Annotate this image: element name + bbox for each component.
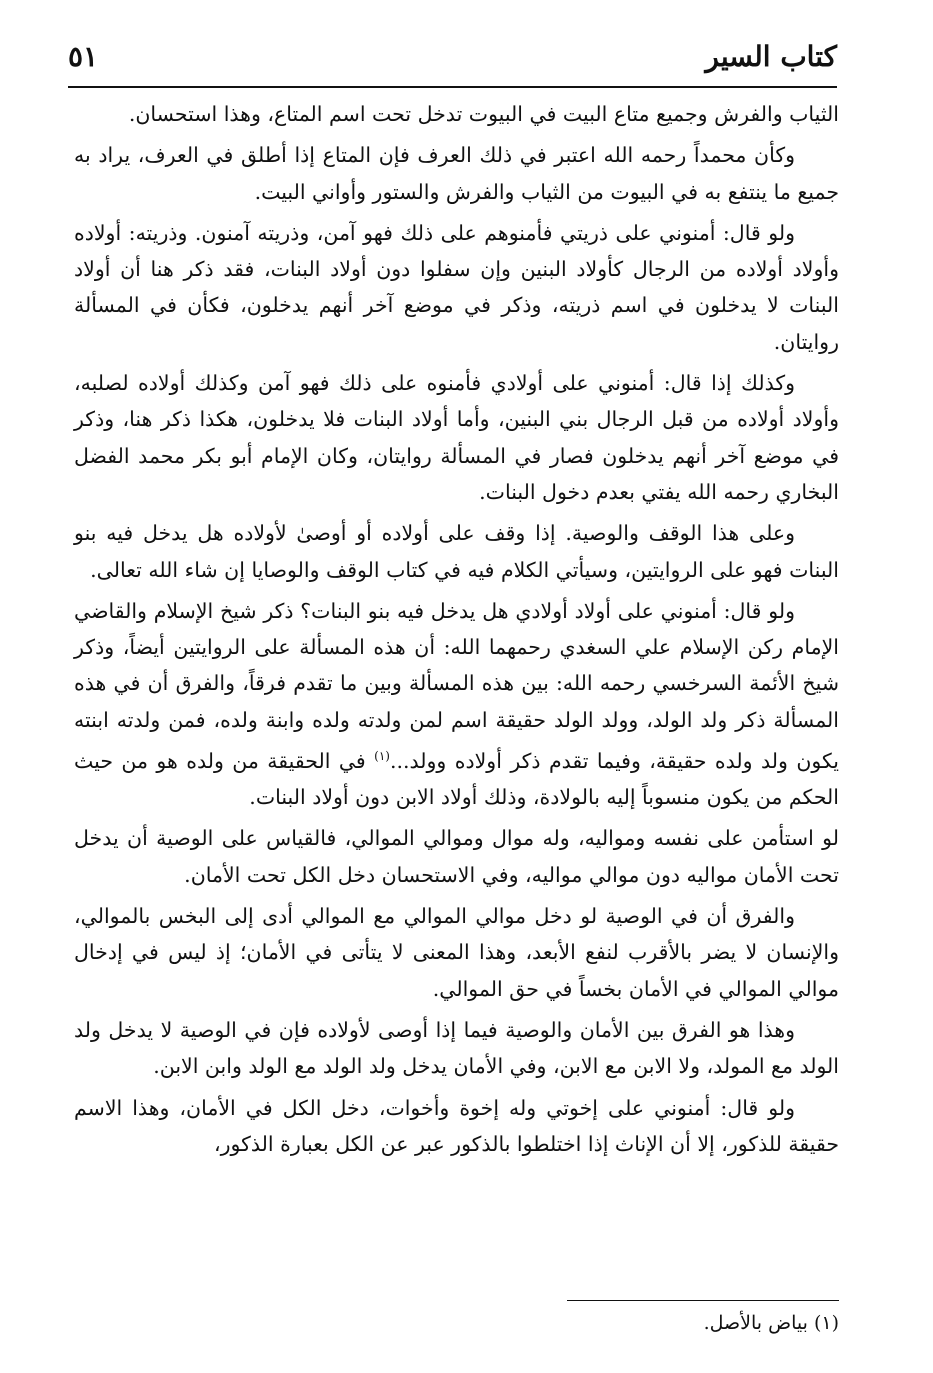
paragraph: الثياب والفرش وجميع متاع البيت في البيوت تدخل تحت اسم المتاع، وهذا استحسان. — [128, 102, 839, 126]
paragraph-text: في الحقيقة من ولده هو من حيث الحكم من يكون منسوباً إليه بالولادة، وذلك أولاد الابن دون أولاد البنات. — [74, 748, 839, 810]
paragraph: وعلى هذا الوقف والوصية. إذا وقف على أولاده أو أوصىٰ لأولاده هل يدخل فيه بنو البنات فهو على الروايتين، وسيأتي الكلام فيه في كتاب الوقف والوصايا إن شاء الله تعالى. — [74, 521, 839, 582]
footnote-rule — [567, 1300, 839, 1301]
page-header — [68, 36, 837, 86]
page-number: ٥١ — [68, 40, 99, 73]
paragraph: وكذلك إذا قال: أمنوني على أولادي فأمنوه على ذلك فهو آمن وكذلك أولاده لصلبه، وأولاد أولاده من قبل الرجال بني البنين، وأما أولاد البنات فلا يدخلون، هكذا ذكر هنا، وذكر في موضع آخر أنهم يدخلون فصار في المسألة روايتان، وكان الإمام أبو بكر محمد الفضل البخاري رحمه الله يفتي بعدم دخول البنات. — [74, 371, 839, 504]
body-text — [74, 96, 839, 1167]
paragraph: والفرق أن في الوصية لو دخل موالي الموالي مع الموالي أدى إلى البخس بالموالي، والإنسان لا يضر بالأقرب لنفع الأبعد، وهذا المعنى لا يتأتى في الأمان؛ إذ ليس في إدخال موالي الموالي في الأمان بخساً في حق الموالي. — [74, 904, 839, 1001]
header-rule — [68, 86, 837, 88]
running-title: كتاب السير — [705, 40, 837, 73]
footnote-text: بياض بالأصل. — [703, 1312, 808, 1334]
footnote-reference: (١) — [374, 749, 390, 764]
paragraph: وهذا هو الفرق بين الأمان والوصية فيما إذا أوصى لأولاده فإن في الوصية لا يدخل ولد الولد مع المولد، ولا الابن مع الابن، وفي الأمان يدخل ولد الولد مع الولد وابن الابن. — [74, 1017, 839, 1079]
paragraph-text: ولو قال: أمنوني على أولاد أولادي هل يدخل فيه بنو البنات؟ ذكر شيخ الإسلام والقاضي الإمام ركن الإسلام علي السغدي رحمهما الله: أن هذه المسألة على الروايتين أيضاً، وذكر شيخ الأئمة السرخسي رحمه الله: بين هذه المسألة وبين ما تقدم فرقاً، والفرق أن في هذه المسألة ذكر ولد الولد، وولد الولد حقيقة اسم لمن ولدته ولده وابنة ولده، فمن ولدته ابنته يكون ولد ولده حقيقة، وفيما تقدم ذكر أولاده وولد... — [74, 598, 839, 773]
paragraph: ولو قال: أمنوني على ذريتي فأمنوهم على ذلك فهو آمن، وذريته آمنون. وذريته: أولاده وأولاد أولاده من الرجال كأولاد البنين وإن سفلوا دون أولاد البنات، فقد ذكر هنا أن أولاد البنات لا يدخلون في اسم ذريته، وذكر في موضع آخر أنهم يدخلون، فكأن في المسألة روايتان. — [74, 220, 839, 354]
paragraph: وكأن محمداً رحمه الله اعتبر في ذلك العرف فإن المتاع إذا أطلق في العرف، يراد به جميع ما ينتفع به في البيوت من الثياب والفرش والستور وأواني البيت. — [74, 143, 839, 204]
footnote — [400, 1308, 839, 1338]
paragraph — [74, 593, 839, 816]
footnote-marker: (١) — [813, 1312, 839, 1334]
paragraph: ولو قال: أمنوني على إخوتي وله إخوة وأخوات، دخل الكل في الأمان، وهذا الاسم حقيقة للذكور، إلا أن الإناث إذا اختلطوا بالذكور عبر عن الكل بعبارة الذكور، — [74, 1095, 839, 1156]
paragraph: لو استأمن على نفسه ومواليه، وله موال وموالي الموالي، فالقياس على الوصية أن يدخل تحت الأمان مواليه دون موالي مواليه، وفي الاستحسان دخل الكل تحت الأمان. — [74, 826, 839, 887]
